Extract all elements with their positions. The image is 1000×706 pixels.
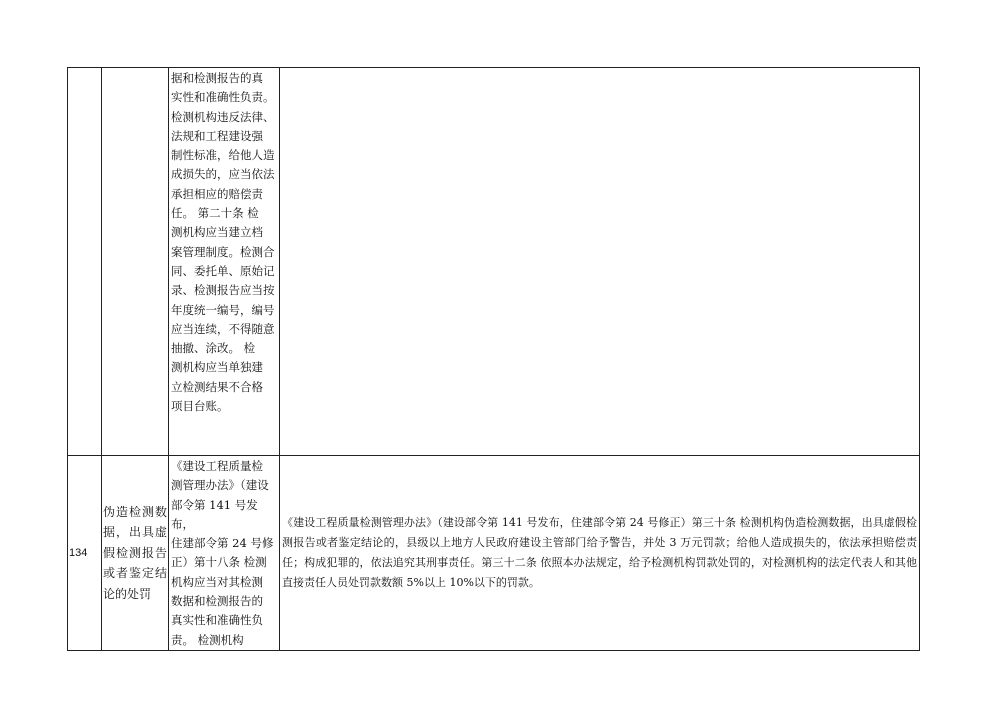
legal-basis-line: 正）第十八条 检测 — [171, 555, 267, 570]
legal-basis-line: 年度统一编号，编号 — [171, 302, 275, 317]
legal-basis-line: 机构应当对其检测 — [171, 574, 263, 589]
table-row — [68, 456, 920, 651]
legal-basis-line: 成损失的，应当依法 — [171, 167, 275, 182]
legal-basis-line: 检测机构违反法律、 — [171, 109, 275, 124]
legal-basis-line: 录、检测报告应当按 — [171, 283, 275, 298]
legal-basis-line: 任。 第二十条 检 — [171, 206, 259, 221]
legal-basis-cell — [169, 456, 280, 651]
row-number-cell — [68, 68, 102, 456]
legal-basis-line: 真实性和准确性负 — [171, 613, 263, 628]
legal-basis-line: 测管理办法》（建设 — [171, 478, 269, 493]
legal-basis-line: 应当连续，不得随意 — [171, 321, 275, 336]
row-number-cell: 134 — [68, 456, 102, 651]
item-name-cell: 伪造检测数据，出具虚假检测报告或者鉴定结论的处罚 — [102, 456, 169, 651]
legal-basis-line: 测机构应当建立档 — [171, 225, 263, 240]
legal-basis-line: 据和检测报告的真 — [171, 71, 263, 85]
legal-basis-line: 部令第 141 号发布， — [171, 497, 258, 531]
legal-basis-text — [169, 456, 279, 650]
legal-basis-text — [169, 68, 279, 416]
legal-basis-line: 制性标准，给他人造 — [171, 148, 275, 163]
legal-basis-line: 责。 检测机构 — [171, 632, 244, 647]
legal-basis-line: 住建部令第 24 号修 — [171, 536, 274, 551]
legal-basis-line: 测机构应当单独建 — [171, 360, 263, 375]
legal-basis-line: 项目台账。 — [171, 399, 229, 414]
legal-basis-line: 数据和检测报告的 — [171, 594, 263, 609]
penalty-basis-cell — [280, 68, 920, 456]
penalty-table — [67, 67, 920, 651]
legal-basis-line: 《建设工程质量检 — [171, 459, 263, 473]
legal-basis-line: 法规和工程建设强 — [171, 128, 263, 143]
legal-basis-line: 抽撤、涂改。 检 — [171, 341, 256, 356]
legal-basis-line: 实性和准确性负责。 — [171, 90, 275, 105]
penalty-basis-cell: 《建设工程质量检测管理办法》（建设部令第 141 号发布，住建部令第 24 号修正）第三十条 检测机构伪造检测数据，出具虚假检测报告或者鉴定结论的，县级以上地方人民政府建设主管部门给予警告，并处 3 万元罚款；给他人造成损失的，依法承担赔偿责任；构成犯罪的，依法追究其刑事责任。第三十二条 依照本办法规定，给予检测机构罚款处罚的，对检测机构的法定代表人和其他直接责任人员处罚款数额 5%以上 10%以下的罚款。 — [280, 456, 920, 651]
legal-basis-line: 立检测结果不合格 — [171, 379, 263, 394]
legal-basis-line: 案管理制度。检测合 — [171, 244, 275, 259]
table-row — [68, 68, 920, 456]
legal-basis-line: 同、委托单、原始记 — [171, 263, 275, 278]
legal-basis-line: 承担相应的赔偿责 — [171, 186, 263, 201]
legal-basis-cell — [169, 68, 280, 456]
item-name-cell — [102, 68, 169, 456]
